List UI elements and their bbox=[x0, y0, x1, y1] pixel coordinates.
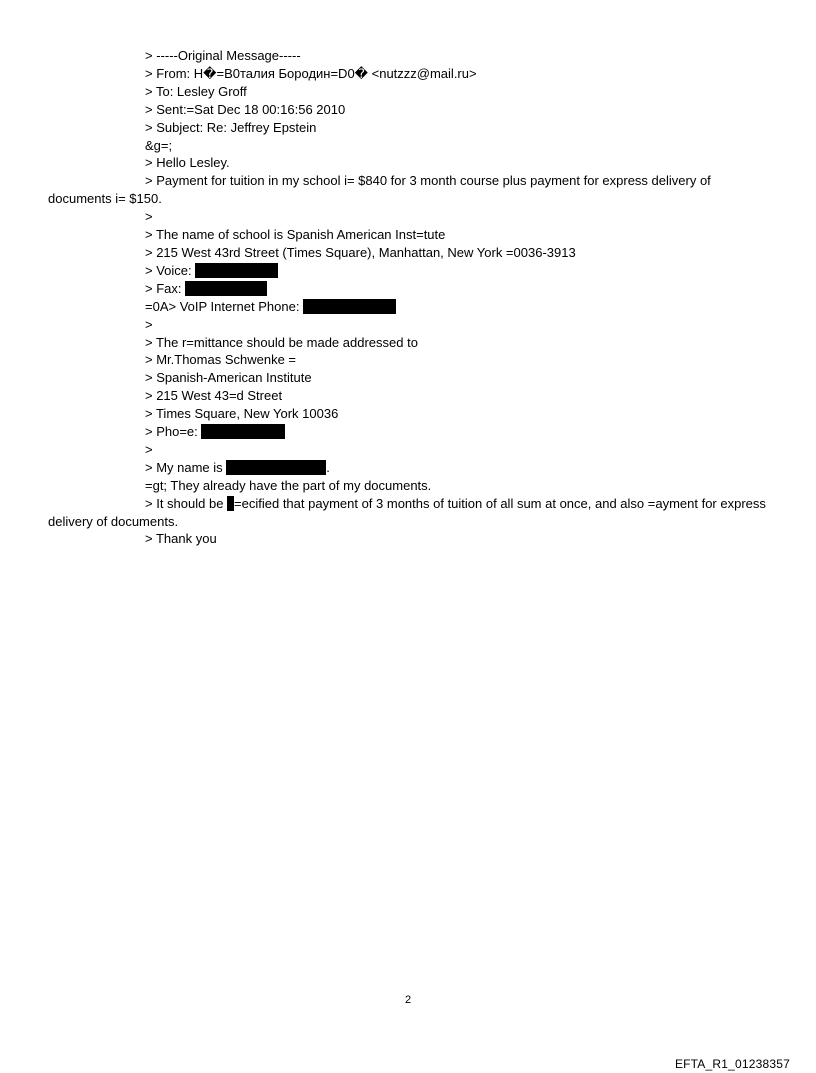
voice-label: > Voice: bbox=[145, 262, 196, 278]
remittance-line: > The r=mittance should be made addressed to bbox=[145, 334, 418, 350]
redaction-box bbox=[195, 263, 278, 278]
institute-line: > Spanish-American Institute bbox=[145, 370, 312, 386]
street-line: > 215 West 43=d Street bbox=[145, 388, 283, 404]
documents-line: =gt; They already have the part of my documents. bbox=[145, 477, 432, 493]
name-line bbox=[48, 459, 768, 477]
subject-line: > Subject: Re: Jeffrey Epstein bbox=[145, 119, 317, 135]
from-line: > From: H�=B0талия Бородин=D0� <nutzzz@mail.ru> bbox=[145, 65, 477, 81]
redaction-box bbox=[201, 424, 285, 439]
quote-blank-line: > bbox=[145, 209, 153, 225]
voip-label: =0A> VoIP Internet Phone: bbox=[145, 298, 304, 314]
greeting-line: > Hello Lesley. bbox=[145, 155, 230, 171]
bates-number: EFTA_R1_01238357 bbox=[674, 1057, 790, 1071]
redaction-box bbox=[303, 299, 396, 314]
name-suffix: . bbox=[326, 459, 330, 475]
payment-paragraph: > Payment for tuition in my school i= $840 for 3 month course plus payment for express delivery of documents i= $150. bbox=[48, 173, 711, 207]
redaction-box bbox=[226, 460, 326, 475]
city-line: > Times Square, New York 10036 bbox=[145, 406, 339, 422]
phone-line bbox=[48, 423, 768, 441]
redaction-box bbox=[227, 496, 234, 511]
specified-rest: =ecified that payment of 3 months of tuition of all sum at once, and also =ayment for express delivery of documents. bbox=[48, 495, 766, 529]
fax-label: > Fax: bbox=[145, 280, 186, 296]
encoding-artifact-line: &g=; bbox=[145, 137, 173, 153]
specified-prefix: > It should be bbox=[145, 495, 228, 511]
voip-line bbox=[48, 298, 768, 316]
page-number: 2 bbox=[404, 994, 412, 1006]
specified-paragraph bbox=[48, 495, 768, 531]
quote-blank-line: > bbox=[145, 316, 153, 332]
original-message-header: > -----Original Message----- bbox=[145, 48, 301, 63]
phone-label: > Pho=e: bbox=[145, 424, 202, 440]
school-address-line: > 215 West 43rd Street (Times Square), Manhattan, New York =0036-3913 bbox=[145, 244, 576, 260]
email-body bbox=[48, 47, 768, 548]
thanks-line: > Thank you bbox=[145, 531, 217, 547]
to-line: > To: Lesley Groff bbox=[145, 83, 247, 99]
fax-line bbox=[48, 280, 768, 298]
redaction-box bbox=[185, 281, 267, 296]
school-name-line: > The name of school is Spanish American Inst=tute bbox=[145, 227, 446, 243]
sent-line: > Sent:=Sat Dec 18 00:16:56 2010 bbox=[145, 101, 346, 117]
name-label: > My name is bbox=[145, 459, 227, 475]
quote-blank-line: > bbox=[145, 441, 153, 457]
recipient-line: > Mr.Thomas Schwenke = bbox=[145, 352, 297, 368]
voice-line bbox=[48, 262, 768, 280]
